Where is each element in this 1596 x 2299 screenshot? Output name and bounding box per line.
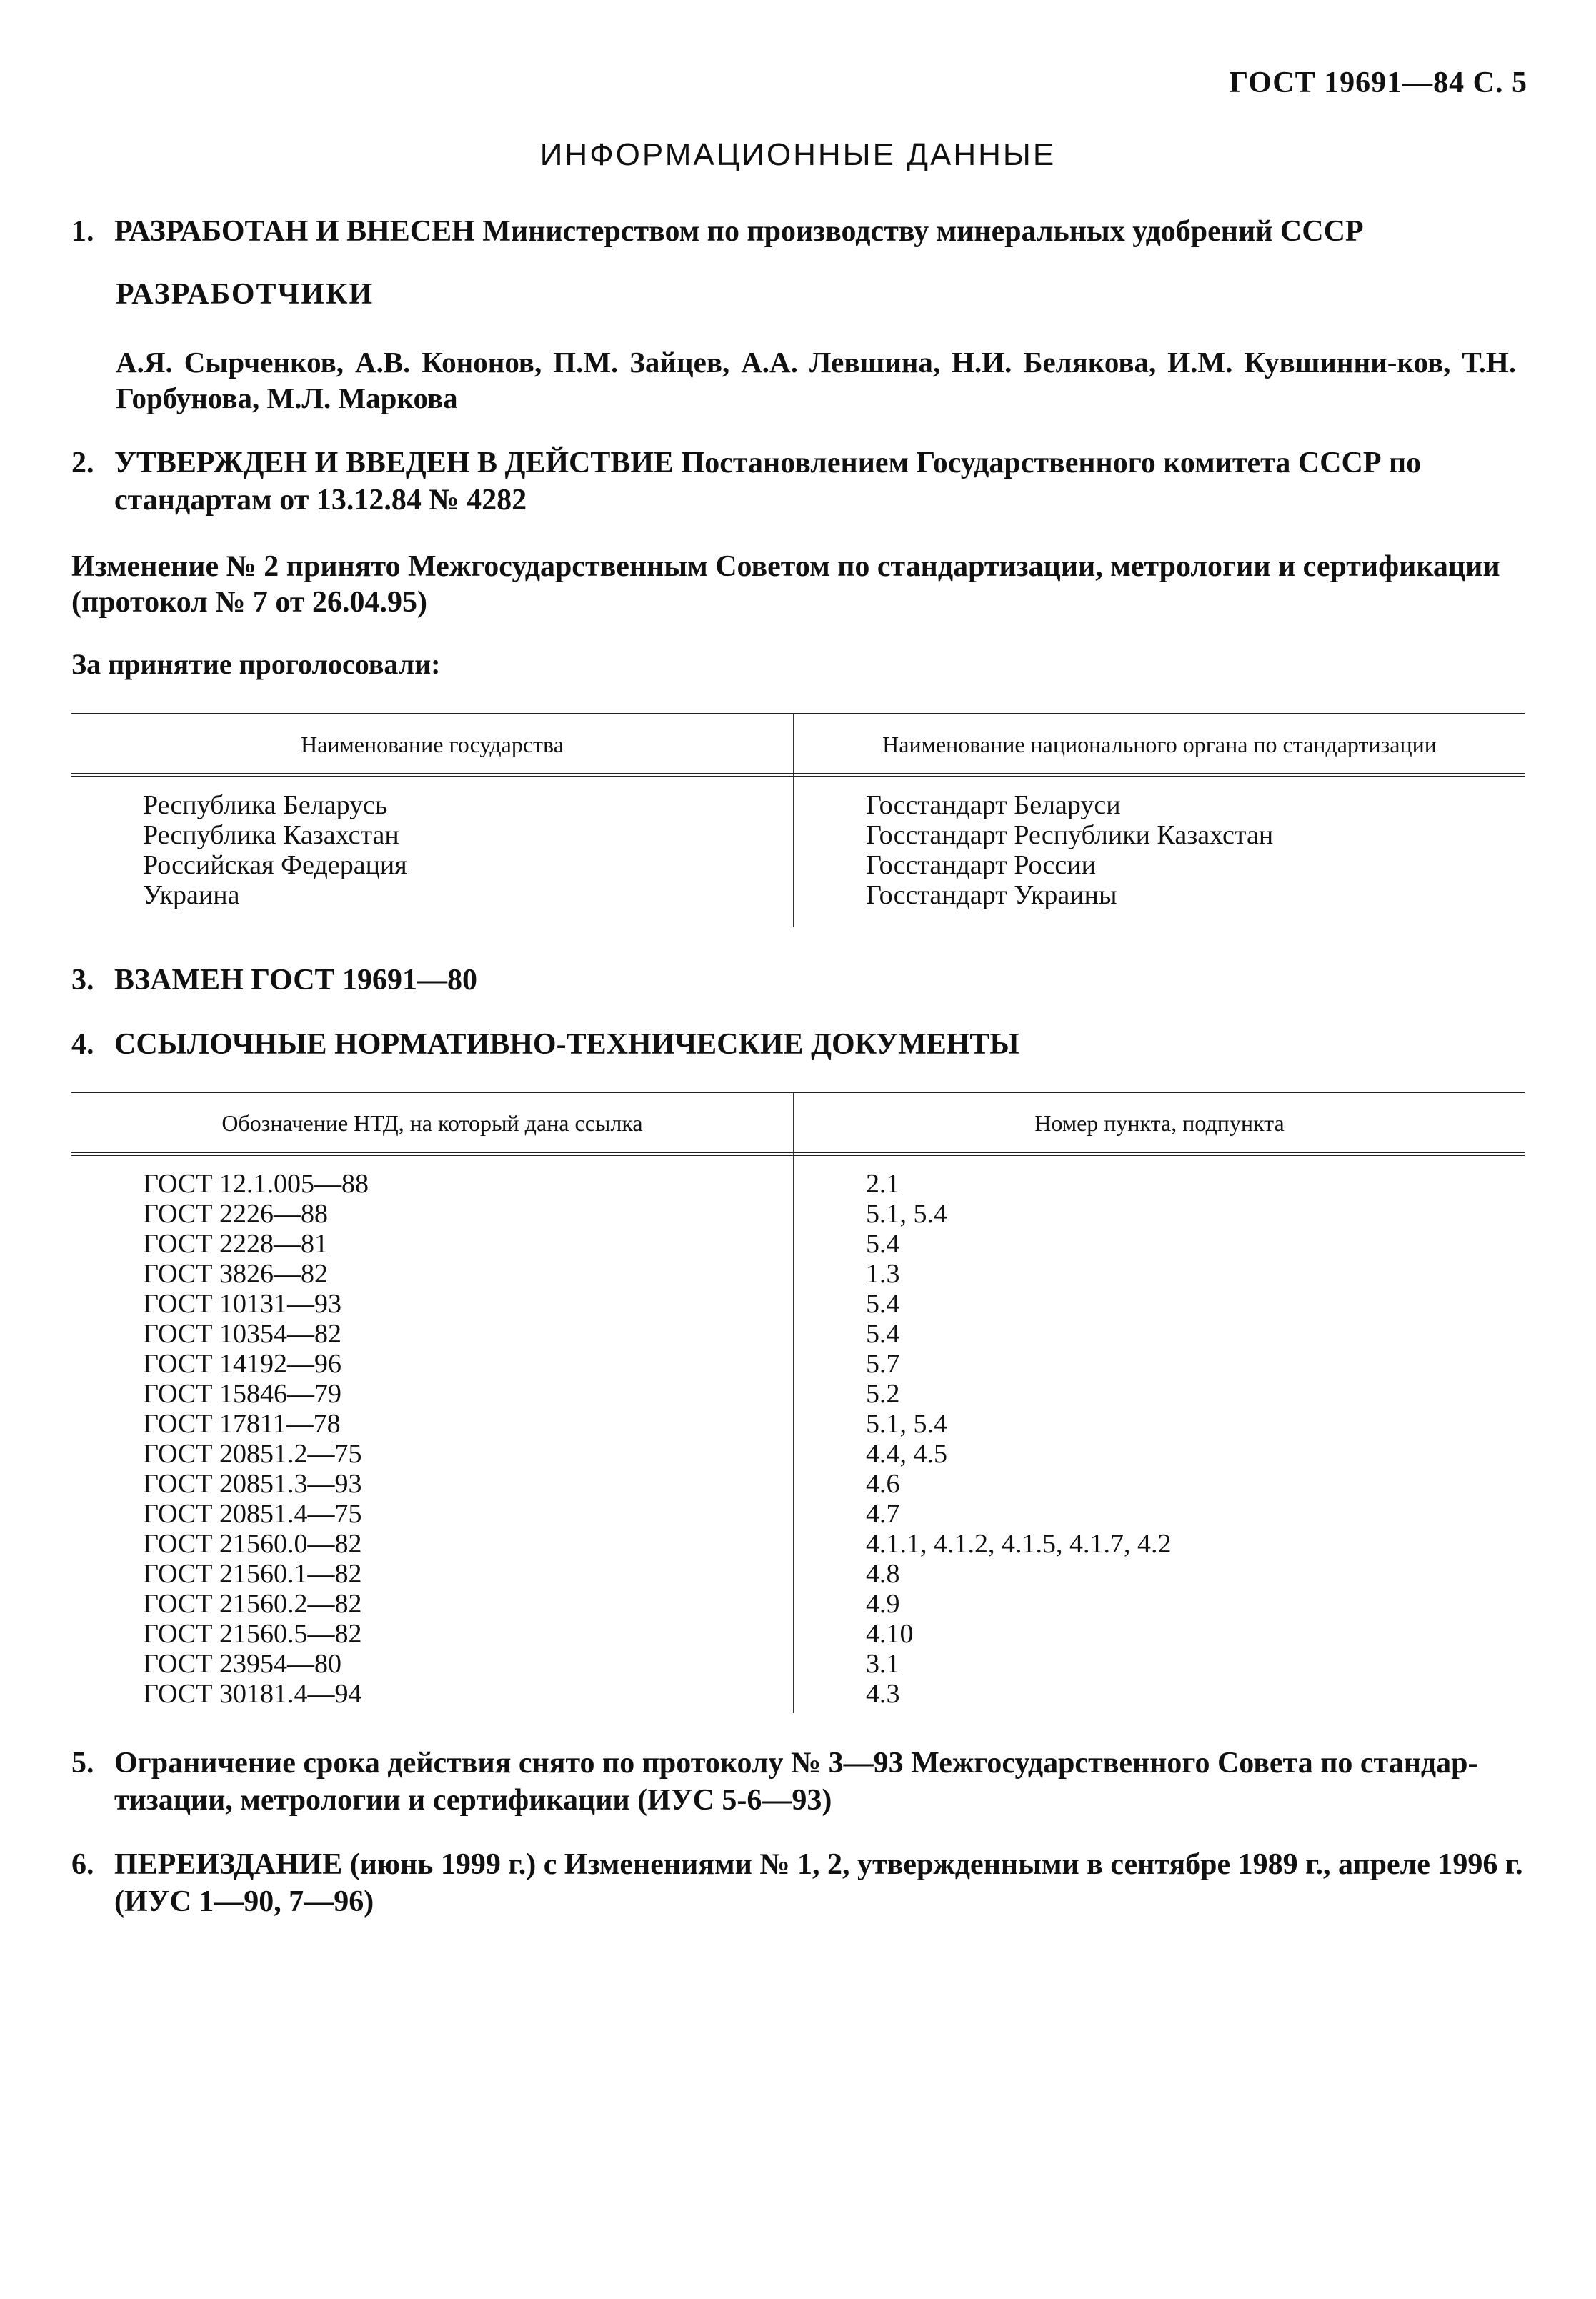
state-name: Республика Беларусь <box>143 790 388 820</box>
docs-column <box>143 1169 369 1709</box>
page-header: ГОСТ 19691—84 С. 5 <box>1229 66 1527 99</box>
section-text: Ограничение срока действия снято по протоколу № 3—93 Межгосударственного Совета по стандар-тизации, метрологии и сертификации (ИУС 5-6—93) <box>114 1747 1478 1817</box>
reference-item: 4.8 <box>866 1559 900 1589</box>
reference-item: 5.1, 5.4 <box>866 1199 947 1229</box>
section-number: 3. <box>71 964 94 997</box>
reference-doc: ГОСТ 21560.1—82 <box>143 1559 362 1589</box>
section-number: 1. <box>71 215 94 248</box>
reference-doc: ГОСТ 2228—81 <box>143 1229 328 1259</box>
reference-item: 5.4 <box>866 1229 900 1259</box>
reference-item: 4.1.1, 4.1.2, 4.1.5, 4.1.7, 4.2 <box>866 1529 1172 1559</box>
reference-item: 4.10 <box>866 1619 914 1649</box>
column-header-doc: Обозначение НТД, на который дана ссылка <box>221 1110 643 1136</box>
table-header-rule <box>71 1152 1525 1156</box>
reference-item: 4.9 <box>866 1589 900 1619</box>
reference-doc: ГОСТ 10354—82 <box>143 1319 341 1349</box>
page-title: ИНФОРМАЦИОННЫЕ ДАННЫЕ <box>539 137 1057 172</box>
reference-doc: ГОСТ 14192—96 <box>143 1349 341 1379</box>
table-column-divider <box>793 1092 794 1713</box>
section-text: ПЕРЕИЗДАНИЕ (июнь 1999 г.) с Изменениями № 1, 2, утвержденными в сентябре 1989 г., апреле 1996 г. (ИУС 1—90, 7—96) <box>114 1848 1523 1918</box>
items-column <box>866 1169 1172 1709</box>
column-header-item: Номер пункта, подпункта <box>1034 1110 1285 1136</box>
reference-doc: ГОСТ 17811—78 <box>143 1409 341 1439</box>
reference-item: 4.4, 4.5 <box>866 1439 947 1469</box>
reference-item: 5.4 <box>866 1289 900 1319</box>
section-number: 5. <box>71 1747 94 1780</box>
voted-label: За принятие проголосовали: <box>71 648 441 680</box>
table-top-rule <box>71 1092 1525 1093</box>
reference-doc: ГОСТ 12.1.005—88 <box>143 1169 369 1199</box>
reference-item: 5.1, 5.4 <box>866 1409 947 1439</box>
section-text: УТВЕРЖДЕН И ВВЕДЕН В ДЕЙСТВИЕ Постановлением Государственного комитета СССР по стандартам от 13.12.84 № 4282 <box>114 447 1422 517</box>
section-text: ССЫЛОЧНЫЕ НОРМАТИВНО-ТЕХНИЧЕСКИЕ ДОКУМЕНТЫ <box>114 1028 1019 1061</box>
states-column <box>143 790 407 910</box>
reference-doc: ГОСТ 20851.4—75 <box>143 1499 362 1529</box>
reference-doc: ГОСТ 20851.2—75 <box>143 1439 362 1469</box>
section-number: 6. <box>71 1848 94 1881</box>
reference-item: 5.7 <box>866 1349 900 1379</box>
column-header-state: Наименование государства <box>301 732 564 757</box>
reference-doc: ГОСТ 30181.4—94 <box>143 1679 362 1709</box>
reference-item: 5.2 <box>866 1379 900 1409</box>
reference-doc: ГОСТ 21560.5—82 <box>143 1619 362 1649</box>
state-name: Украина <box>143 880 240 910</box>
reference-item: 4.3 <box>866 1679 900 1709</box>
section-text: ВЗАМЕН ГОСТ 19691—80 <box>114 964 478 997</box>
state-name: Российская Федерация <box>143 850 407 880</box>
reference-item: 4.6 <box>866 1469 900 1499</box>
change-note: Изменение № 2 принято Межгосударственным Советом по стандартизации, метрологии и сертификации (протокол № 7 от 26.04.95) <box>71 550 1500 619</box>
table-top-rule <box>71 713 1525 714</box>
reference-doc: ГОСТ 3826—82 <box>143 1259 328 1289</box>
column-header-body: Наименование национального органа по стандартизации <box>882 732 1437 757</box>
reference-doc: ГОСТ 15846—79 <box>143 1379 341 1409</box>
reference-doc: ГОСТ 20851.3—93 <box>143 1469 362 1499</box>
standards-body-name: Госстандарт Республики Казахстан <box>866 820 1274 850</box>
reference-doc: ГОСТ 21560.0—82 <box>143 1529 362 1559</box>
authors-list: А.Я. Сырченков, А.В. Кононов, П.М. Зайцев, А.А. Левшина, Н.И. Белякова, И.М. Кувшинни-ков, Т.Н. Горбунова, М.Л. Маркова <box>116 346 1516 414</box>
state-name: Республика Казахстан <box>143 820 399 850</box>
bodies-column <box>866 790 1273 910</box>
reference-doc: ГОСТ 21560.2—82 <box>143 1589 362 1619</box>
reference-item: 3.1 <box>866 1649 900 1679</box>
references-table <box>71 1092 1525 1720</box>
standards-body-name: Госстандарт Беларуси <box>866 790 1121 820</box>
section-text: РАЗРАБОТАН И ВНЕСЕН Министерством по производству минеральных удобрений СССР <box>114 215 1364 248</box>
reference-item: 2.1 <box>866 1169 900 1199</box>
standards-body-name: Госстандарт Украины <box>866 880 1117 910</box>
reference-doc: ГОСТ 10131—93 <box>143 1289 341 1319</box>
states-table <box>71 713 1525 934</box>
reference-item: 4.7 <box>866 1499 900 1529</box>
developers-label: РАЗРАБОТЧИКИ <box>116 278 374 311</box>
reference-item: 1.3 <box>866 1259 900 1289</box>
section-number: 4. <box>71 1028 94 1061</box>
section-number: 2. <box>71 447 94 479</box>
reference-doc: ГОСТ 2226—88 <box>143 1199 328 1229</box>
table-header-rule <box>71 773 1525 777</box>
standards-body-name: Госстандарт России <box>866 850 1096 880</box>
reference-item: 5.4 <box>866 1319 900 1349</box>
reference-doc: ГОСТ 23954—80 <box>143 1649 341 1679</box>
